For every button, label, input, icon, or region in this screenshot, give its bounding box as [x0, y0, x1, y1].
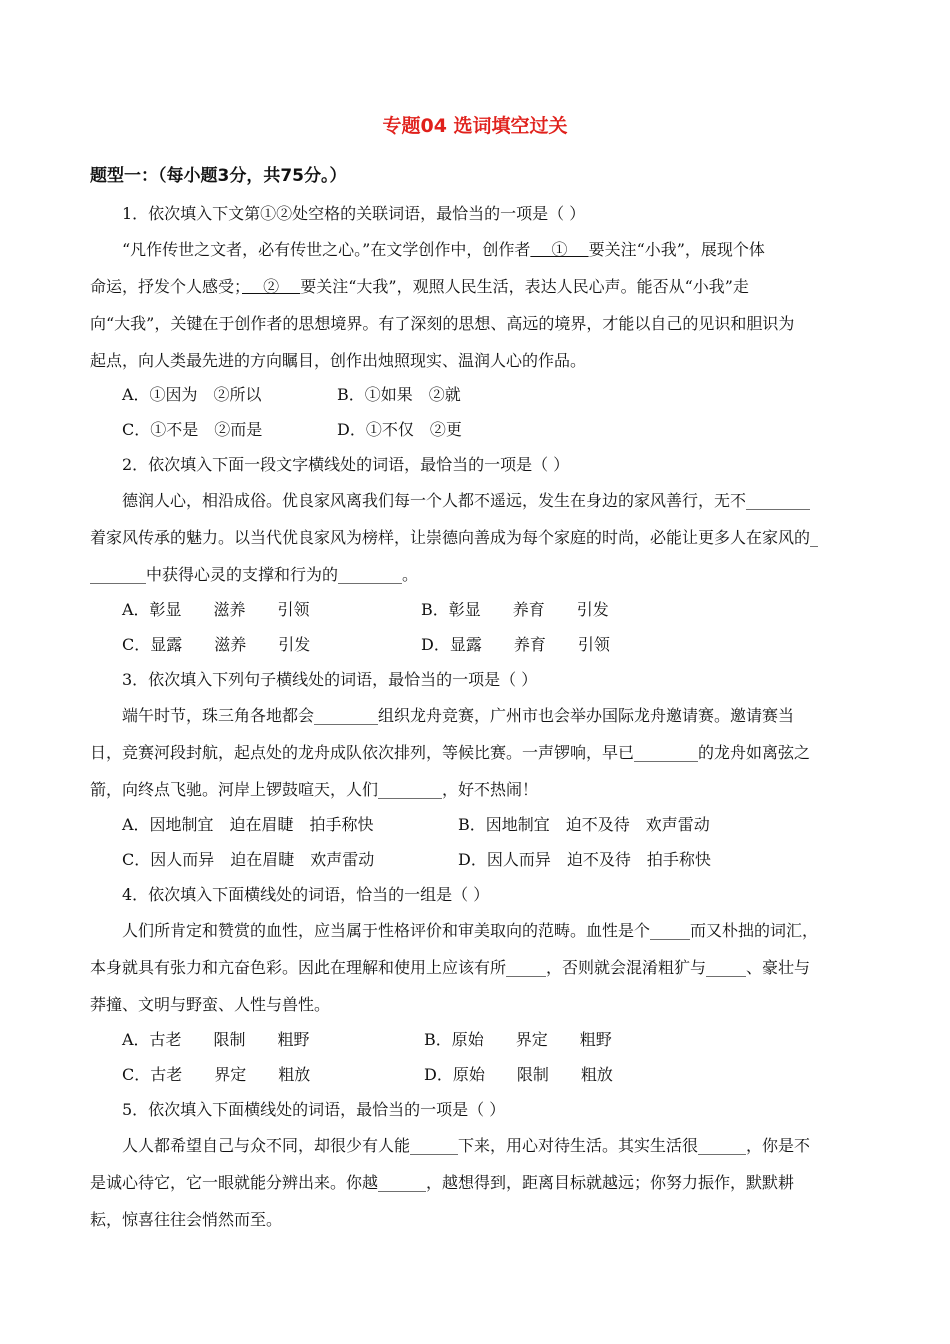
- q1-passage-line-1: [122, 240, 765, 260]
- q4-option-b: B．原始 界定 粗野: [424, 1030, 612, 1049]
- q5-passage-line-1: 人人都希望自己与众不同，却很少有人能______下来，用心对待生活。其实生活很______，你是不: [122, 1136, 811, 1155]
- q1-text: 要关注“大我”，观照人民生活，表达人民心声。能否从“小我”走: [300, 277, 749, 296]
- q3-passage-line-2: 日，竞赛河段封航，起点处的龙舟成队依次排列，等候比赛。一声锣响，早已________的龙舟如离弦之: [90, 743, 811, 762]
- q1-option-a: A．①因为 ②所以: [122, 385, 262, 404]
- blank-1: ①: [530, 240, 589, 259]
- q1-option-d: D．①不仅 ②更: [337, 420, 462, 439]
- q1-text: “凡作传世之文者，必有传世之心。”在文学创作中，创作者: [122, 240, 531, 259]
- q3-stem: 3．依次填入下列句子横线处的词语，最恰当的一项是（ ）: [122, 670, 538, 689]
- q3-option-c: C．因人而异 迫在眉睫 欢声雷动: [122, 850, 375, 869]
- q4-option-a: A．古老 限制 粗野: [122, 1030, 310, 1049]
- q2-option-a: A．彰显 滋养 引领: [122, 600, 310, 619]
- q2-passage-line-2: 着家风传承的魅力。以当代优良家风为榜样，让崇德向善成为每个家庭的时尚，必能让更多人在家风的_: [90, 528, 819, 547]
- q1-passage-line-2: [90, 277, 749, 297]
- blank-2: ②: [242, 277, 301, 296]
- q3-passage-line-3: 箭，向终点飞驰。河岸上锣鼓喧天，人们________，好不热闹！: [90, 780, 539, 799]
- q5-stem: 5．依次填入下面横线处的词语，最恰当的一项是（ ）: [122, 1100, 506, 1119]
- q2-option-d: D．显露 养育 引领: [421, 635, 610, 654]
- q1-option-c: C．①不是 ②而是: [122, 420, 263, 439]
- q2-option-b: B．彰显 养育 引发: [421, 600, 609, 619]
- q2-option-c: C．显露 滋养 引发: [122, 635, 311, 654]
- page-title: 专题04 选词填空过关: [382, 115, 568, 137]
- q1-stem: 1．依次填入下文第①②处空格的关联词语，最恰当的一项是（ ）: [122, 204, 586, 223]
- q5-passage-line-3: 耘，惊喜往往会悄然而至。: [90, 1210, 283, 1229]
- q3-option-b: B．因地制宜 迫不及待 欢声雷动: [458, 815, 710, 834]
- q4-passage-line-1: 人们所肯定和赞赏的血性，应当属于性格评价和审美取向的范畴。血性是个_____而又朴拙的词汇，: [122, 921, 819, 940]
- q1-option-b: B．①如果 ②就: [337, 385, 461, 404]
- q3-passage-line-1: 端午时节，珠三角各地都会________组织龙舟竞赛，广州市也会举办国际龙舟邀请赛。邀请赛当: [122, 706, 795, 725]
- q2-passage-line-1: 德润人心，相沿成俗。优良家风离我们每一个人都不遥远，发生在身边的家风善行，无不________: [122, 491, 811, 510]
- q3-option-a: A．因地制宜 迫在眉睫 拍手称快: [122, 815, 374, 834]
- q1-passage-line-3: 向“大我”，关键在于创作者的思想境界。有了深刻的思想、高远的境界，才能以自己的见识和胆识为: [90, 314, 795, 333]
- q4-passage-line-2: 本身就具有张力和亢奋色彩。因此在理解和使用上应该有所_____，否则就会混淆粗犷与_____、豪壮与: [90, 958, 811, 977]
- q4-passage-line-3: 莽撞、文明与野蛮、人性与兽性。: [90, 995, 331, 1014]
- q4-option-d: D．原始 限制 粗放: [424, 1065, 613, 1084]
- q1-passage-line-4: 起点，向人类最先进的方向瞩目，创作出烛照现实、温润人心的作品。: [90, 351, 587, 370]
- q2-passage-line-3: _______中获得心灵的支撑和行为的________。: [90, 565, 419, 584]
- q1-text: 要关注“小我”，展现个体: [588, 240, 765, 259]
- q4-option-c: C．古老 界定 粗放: [122, 1065, 311, 1084]
- q4-stem: 4．依次填入下面横线处的词语，恰当的一组是（ ）: [122, 885, 490, 904]
- q2-stem: 2．依次填入下面一段文字横线处的词语，最恰当的一项是（ ）: [122, 455, 570, 474]
- q1-text: 命运，抒发个人感受；: [90, 277, 243, 296]
- q5-passage-line-2: 是诚心待它，它一眼就能分辨出来。你越______，越想得到，距离目标就越远；你努力振作，默默耕: [90, 1173, 795, 1192]
- section-heading: 题型一：（每小题3分，共75分。）: [90, 166, 347, 186]
- q3-option-d: D．因人而异 迫不及待 拍手称快: [458, 850, 711, 869]
